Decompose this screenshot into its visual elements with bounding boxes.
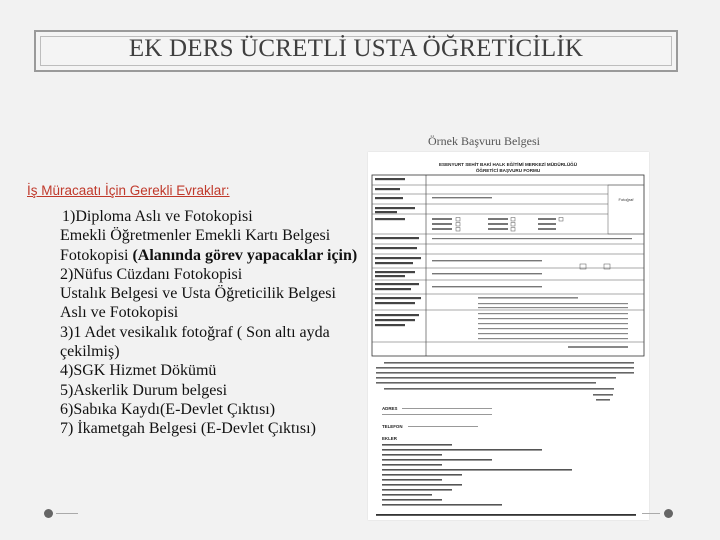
right-footer-line (642, 513, 660, 514)
left-bullet-dot (44, 509, 53, 518)
list-item: Ustalık Belgesi ve Usta Öğreticilik Belgesi Aslı ve Fotokopisi (60, 285, 336, 322)
application-form-drawing (368, 152, 649, 520)
form-header-line1: ESENYURT SEHİT BAKİ HALK EĞİTİMİ MERKEZİ MÜDÜRLÜĞÜ (438, 162, 578, 167)
list-item: 3)1 Adet vesikalık fotoğraf ( Son altı ayda çekilmiş) (60, 323, 330, 361)
title-frame (34, 30, 678, 72)
requirements-heading: İş Müracaatı İçin Gerekli Evraklar: (27, 183, 230, 198)
form-numbered-lines (478, 297, 628, 348)
list-item-text: Emekli Öğretmenler Emekli Kartı Belgesi Fotokopisi (60, 227, 331, 264)
list-item (60, 226, 360, 265)
list-item: 1)Diploma Aslı ve Fotokopisi (62, 208, 253, 225)
form-phone-label: TELEFON (382, 424, 403, 429)
form-declaration-paragraph (376, 362, 634, 401)
form-phone-line (408, 426, 478, 427)
list-item: 7) İkametgah Belgesi (E-Devlet Çıktısı) (60, 420, 316, 438)
form-header-line2: ÖĞRETİCİ BAŞVURU FORMU (475, 168, 541, 173)
form-attachment-list (376, 444, 636, 516)
form-address-line (402, 408, 492, 409)
form-attachments-label: EKLER (382, 436, 397, 441)
form-field-labels (375, 178, 421, 326)
form-field-values (432, 197, 632, 287)
list-item: 6)Sabıka Kaydı(E-Devlet Çıktısı) (60, 400, 276, 418)
list-item: 4)SGK Hizmet Dökümü (60, 362, 217, 380)
left-footer-line (56, 513, 78, 514)
list-item: 5)Askerlik Durum belgesi (60, 381, 228, 399)
list-item: 2)Nüfus Cüzdanı Fotokopisi (60, 265, 243, 283)
sample-form-caption: Örnek Başvuru Belgesi (428, 134, 540, 148)
application-form-image (368, 152, 649, 520)
requirements-list (60, 207, 360, 439)
form-address-line (382, 414, 492, 415)
right-bullet-dot (664, 509, 673, 518)
slide-title: EK DERS ÜCRETLİ USTA ÖĞRETİCİLİK (128, 35, 584, 62)
list-item-bold-note: (Alanında görev yapacaklar için) (132, 246, 358, 264)
form-address-label: ADRES (382, 406, 398, 411)
photo-label: Fotoğraf (618, 197, 634, 202)
photo-box (608, 185, 644, 234)
